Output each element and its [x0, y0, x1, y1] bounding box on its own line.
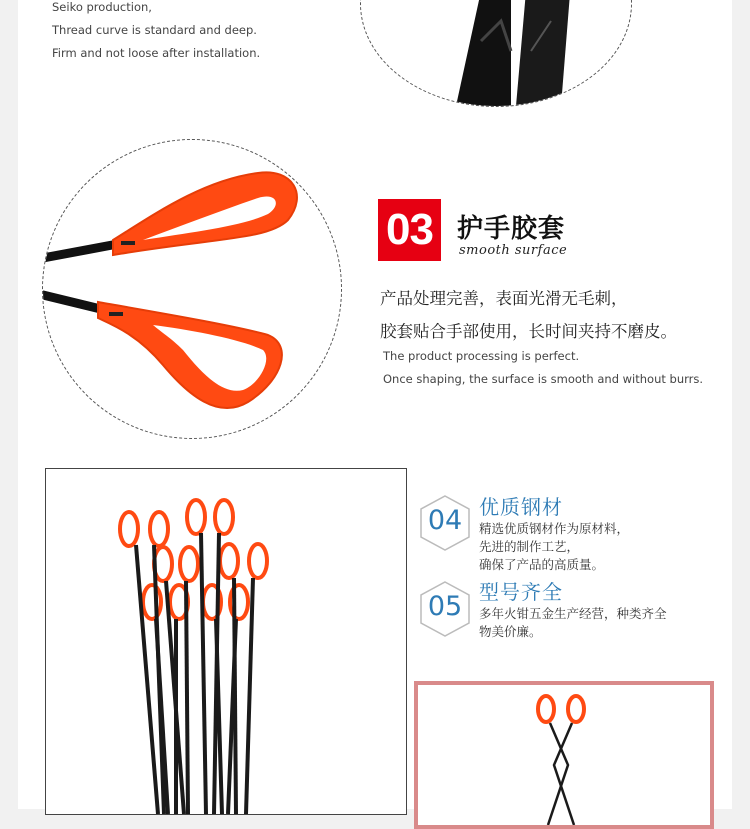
intro-text-block	[52, 0, 260, 66]
feature-number: 04	[427, 505, 463, 536]
feature-line: 先进的制作工艺，	[479, 539, 580, 554]
description-line: 胶套贴合手部使用，长时间夹持不磨皮。	[380, 322, 677, 341]
feature-description	[479, 520, 629, 574]
intro-line: Seiko production,	[52, 0, 152, 14]
thread-detail-circle-image	[360, 0, 632, 107]
description-line: The product processing is perfect.	[383, 349, 580, 363]
feature-line: 多年火钳五金生产经营，种类齐全	[479, 606, 667, 621]
feature-line: 精选优质钢材作为原材料，	[479, 521, 630, 536]
intro-line: Thread curve is standard and deep.	[52, 23, 257, 37]
section-description-en	[383, 347, 703, 393]
feature-number: 05	[427, 591, 463, 622]
rubber-grip-circle-image	[42, 139, 342, 439]
section-title: 护手胶套	[457, 214, 566, 244]
single-tong-photo	[414, 681, 714, 829]
feature-line: 确保了产品的高质量。	[479, 557, 605, 572]
feature-title: 优质钢材	[479, 495, 563, 519]
feature-line: 物美价廉。	[479, 624, 542, 639]
section-number-badge: 03	[378, 199, 441, 261]
feature-description	[479, 605, 667, 641]
section-subtitle: smooth surface	[459, 243, 568, 258]
tongs-group-photo	[45, 468, 407, 815]
intro-line: Firm and not loose after installation.	[52, 46, 261, 60]
description-line: Once shaping, the surface is smooth and without burrs.	[383, 372, 704, 386]
section-description-cn	[380, 285, 677, 351]
feature-title: 型号齐全	[479, 580, 563, 604]
description-line: 产品处理完善，表面光滑无毛刺，	[380, 289, 628, 308]
